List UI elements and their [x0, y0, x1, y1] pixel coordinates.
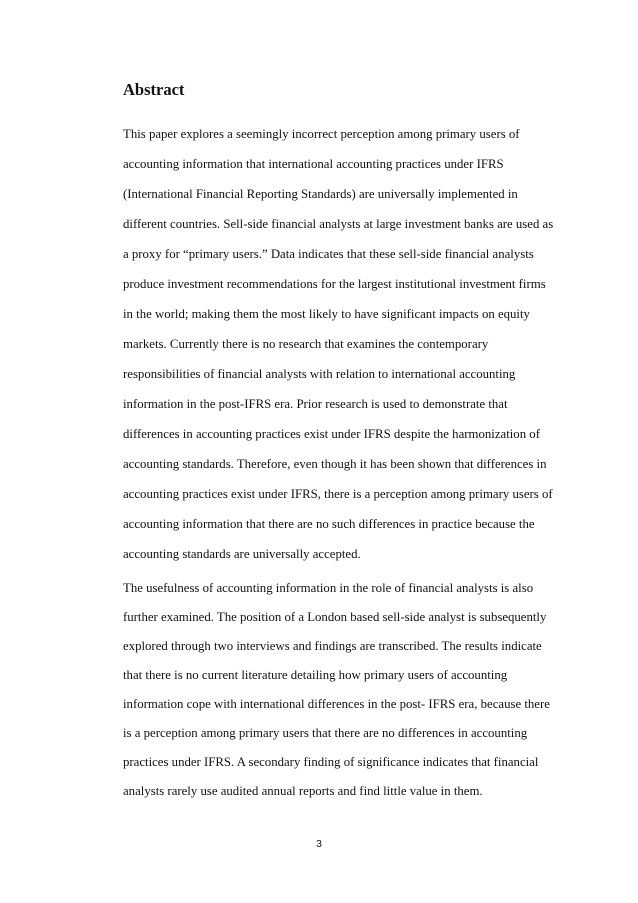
text-line: (International Financial Reporting Standards) are universally implemented in: [123, 187, 518, 201]
text-line: responsibilities of financial analysts with relation to international accounting: [123, 367, 516, 381]
text-line: produce investment recommendations for the largest institutional investment firms: [123, 277, 546, 291]
text-line: accounting standards are universally accepted.: [123, 547, 361, 561]
text-line: information in the post-IFRS era. Prior research is used to demonstrate that: [123, 397, 508, 411]
text-line: further examined. The position of a London based sell-side analyst is subsequently: [123, 610, 547, 624]
text-line: information cope with international differences in the post- IFRS era, because there: [123, 697, 550, 711]
text-line: differences in accounting practices exist under IFRS despite the harmonization of: [123, 427, 540, 441]
text-line: markets. Currently there is no research that examines the contemporary: [123, 337, 489, 351]
abstract-heading: Abstract: [123, 80, 185, 99]
text-line: accounting information that international accounting practices under IFRS: [123, 157, 504, 171]
text-line: This paper explores a seemingly incorrect perception among primary users of: [123, 127, 520, 141]
text-line: is a perception among primary users that there are no differences in accounting: [123, 726, 528, 740]
text-line: accounting practices exist under IFRS, there is a perception among primary users of: [123, 487, 553, 501]
text-line: accounting standards. Therefore, even though it has been shown that differences in: [123, 457, 547, 471]
text-line: explored through two interviews and findings are transcribed. The results indicate: [123, 639, 542, 653]
text-line: practices under IFRS. A secondary finding of significance indicates that financial: [123, 755, 539, 769]
text-line: that there is no current literature detailing how primary users of accounting: [123, 668, 508, 682]
text-line: in the world; making them the most likely to have significant impacts on equity: [123, 307, 530, 321]
text-line: The usefulness of accounting information in the role of financial analysts is also: [123, 581, 534, 595]
text-line: different countries. Sell-side financial analysts at large investment banks are used as: [123, 217, 554, 231]
text-line: a proxy for “primary users.” Data indicates that these sell-side financial analysts: [123, 247, 534, 261]
text-line: analysts rarely use audited annual reports and find little value in them.: [123, 784, 483, 798]
page-number: 3: [316, 838, 322, 850]
text-line: accounting information that there are no such differences in practice because the: [123, 517, 535, 531]
